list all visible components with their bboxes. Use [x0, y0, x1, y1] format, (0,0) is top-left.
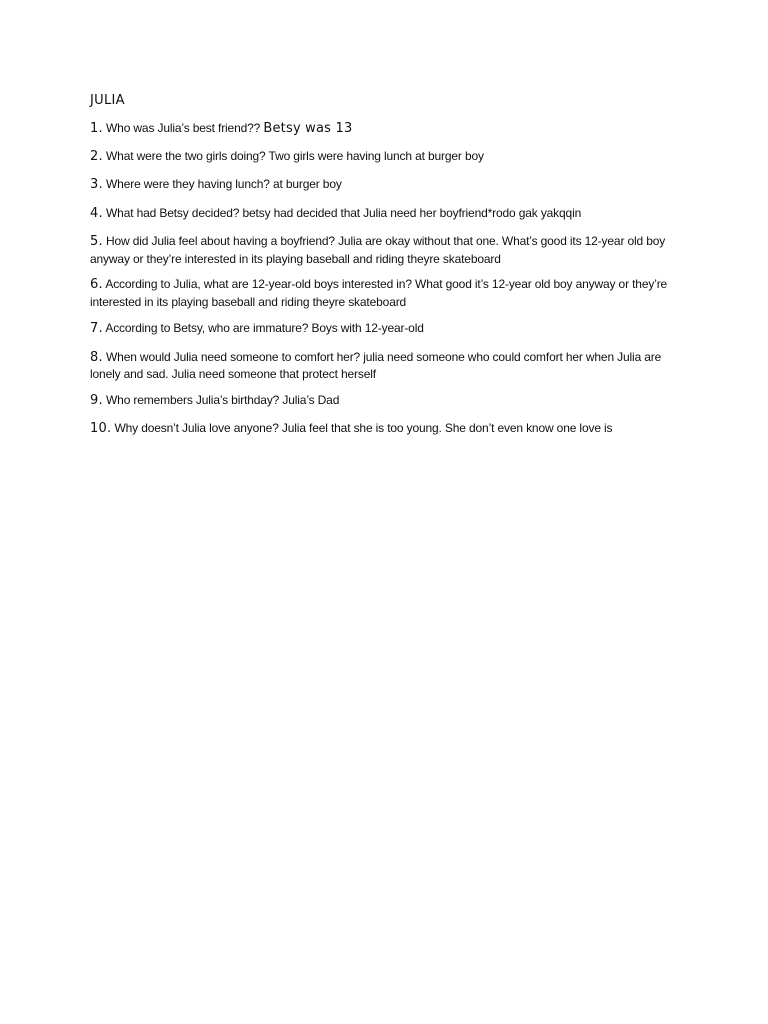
- qa-item: [90, 233, 680, 267]
- answer-text: Julia feel that she is too young. She don’t even know one love is: [281, 421, 613, 435]
- question-number: 3.: [90, 177, 103, 192]
- answer-text: betsy had decided that Julia need her boyfriend*rodo gak yakqqin: [242, 205, 582, 220]
- question-text: Why doesn’t Julia love anyone?: [111, 421, 282, 435]
- qa-item: [90, 176, 680, 194]
- qa-item: [90, 320, 680, 338]
- question-number: 6.: [90, 277, 103, 292]
- question-number: 10.: [90, 421, 112, 436]
- question-number: 2.: [90, 148, 103, 164]
- question-text: According to Betsy, who are immature?: [102, 321, 312, 335]
- answer-text: Julia’s Dad: [282, 392, 340, 407]
- answer-text: at burger boy: [272, 177, 342, 191]
- question-number: 9.: [90, 392, 103, 408]
- qa-item: [90, 120, 680, 138]
- question-text: Who remembers Julia’s birthday?: [102, 392, 283, 407]
- question-text: Who was Julia’s best friend??: [102, 121, 264, 135]
- question-text: Where were they having lunch?: [102, 177, 273, 191]
- answer-text: Boys with 12-year-old: [311, 321, 424, 335]
- qa-item: [90, 205, 680, 223]
- answer-text: What good it’s 12-year old boy anyway or they’re interested in its playing baseball and riding theyre skateboard: [90, 277, 668, 309]
- question-number: 5.: [90, 234, 103, 249]
- question-text: According to Julia, what are 12-year-old boys interested in?: [102, 277, 416, 291]
- question-number: 7.: [90, 321, 103, 336]
- qa-item: [90, 349, 680, 383]
- answer-text: Betsy was 13: [263, 121, 353, 136]
- question-number: 1.: [90, 121, 103, 136]
- answer-text: Two girls were having lunch at burger boy: [268, 148, 484, 163]
- qa-item: [90, 148, 680, 166]
- answer-text: Julia are okay without that one. What’s good its 12-year old boy anyway or they’re interested in its playing baseball and riding theyre skateboard: [90, 234, 666, 266]
- question-answer-list: [90, 120, 680, 438]
- question-text: What had Betsy decided?: [102, 205, 243, 220]
- qa-item: [90, 392, 680, 410]
- qa-item: [90, 420, 680, 438]
- answer-text: julia need someone who could comfort her when Julia are lonely and sad. Julia need someone that protect herself: [90, 349, 662, 381]
- question-number: 8.: [90, 349, 103, 365]
- qa-item: [90, 276, 680, 310]
- question-text: When would Julia need someone to comfort her?: [102, 349, 364, 364]
- question-text: What were the two girls doing?: [102, 148, 269, 163]
- document-title: JULIA: [90, 93, 125, 108]
- question-text: How did Julia feel about having a boyfriend?: [102, 234, 339, 248]
- question-number: 4.: [90, 205, 103, 221]
